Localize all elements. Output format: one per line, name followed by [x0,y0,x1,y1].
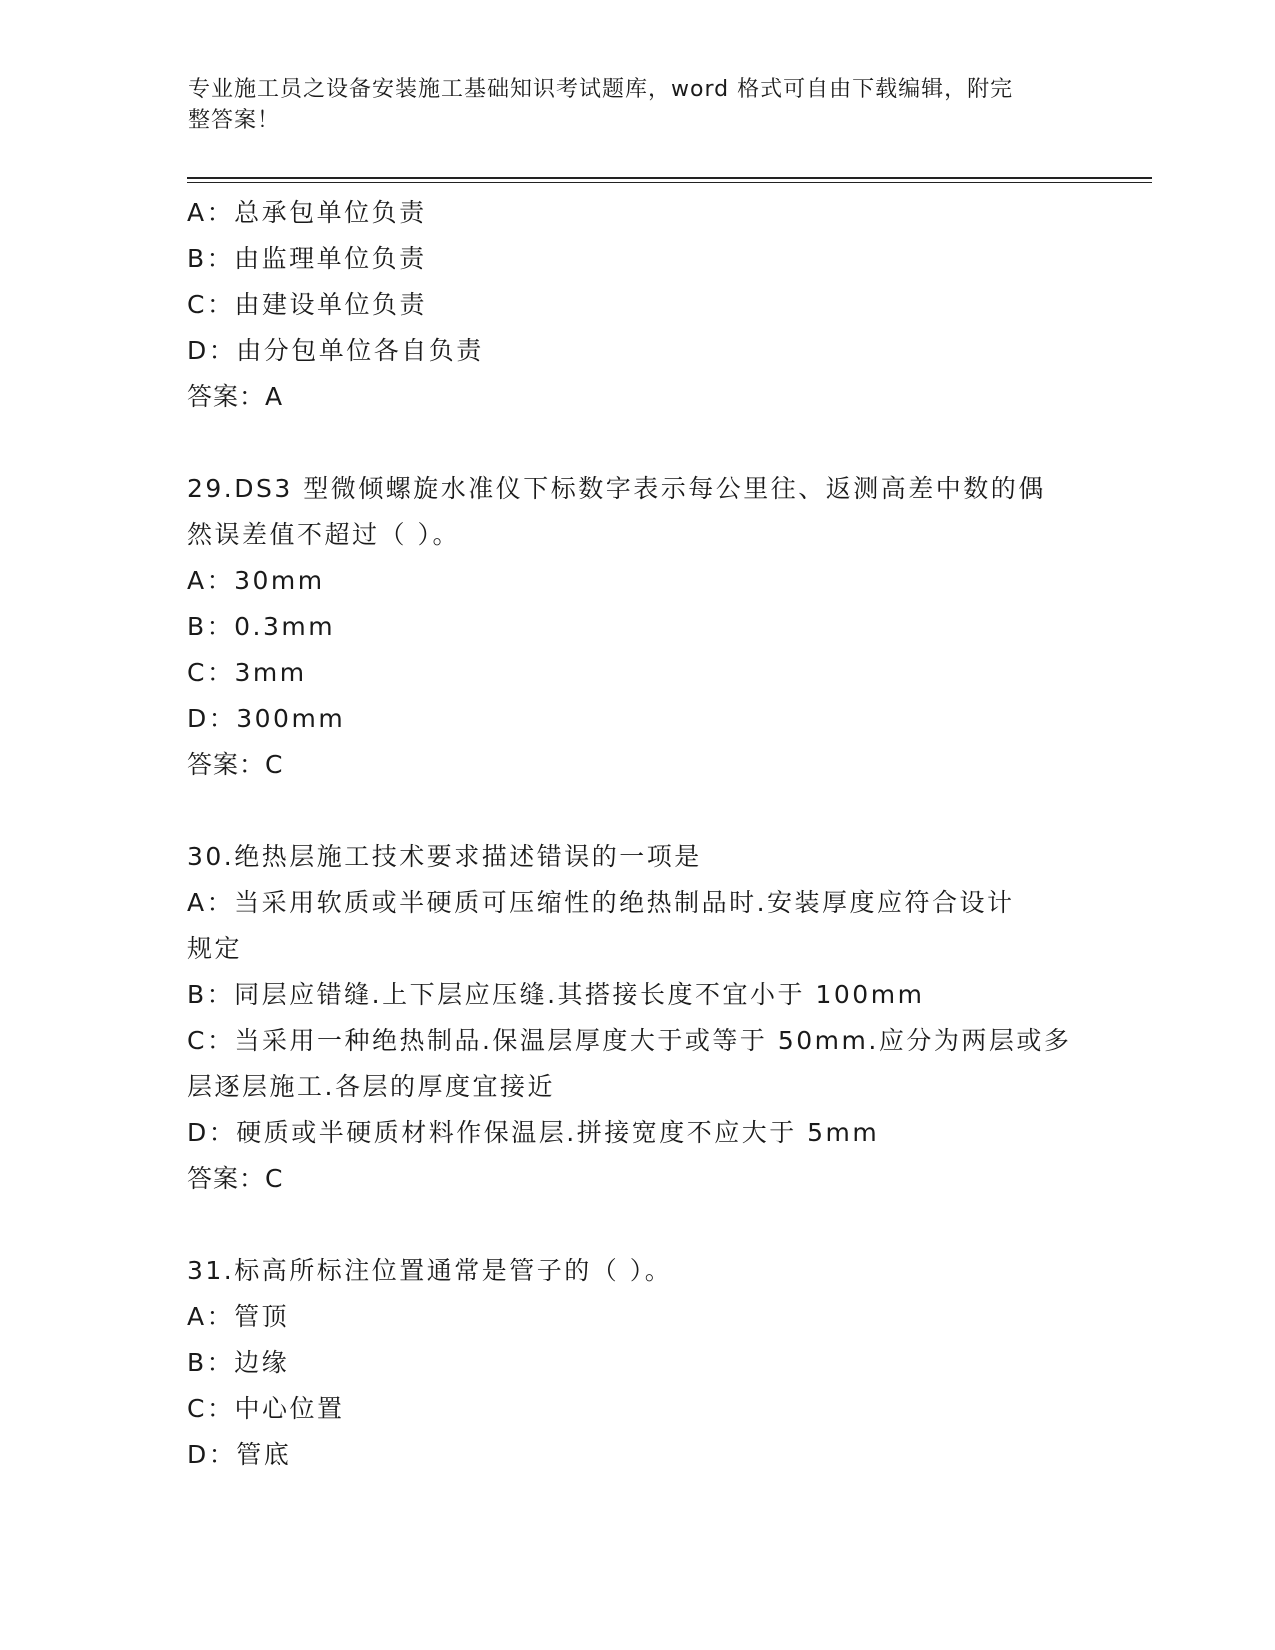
q28-option-a: A：总承包单位负责 [187,198,427,227]
spacer [187,420,1087,466]
q28-option-b: B：由监理单位负责 [187,244,427,273]
q28-option-c: C：由建设单位负责 [187,290,427,319]
q31-option-d: D：管底 [187,1440,292,1469]
q31-option-a: A：管顶 [187,1302,290,1331]
document-header [188,74,1068,136]
header-rule-thick [187,177,1152,179]
q30-option-a-line-2: 规定 [187,934,243,963]
header-line-2: 整答案！ [188,108,281,133]
q31-stem: 31.标高所标注位置通常是管子的（ ）。 [187,1256,673,1285]
q28-option-d: D：由分包单位各自负责 [187,336,484,365]
header-rule-thin [187,182,1152,183]
q29-stem-line-2: 然误差值不超过（ ）。 [187,520,460,549]
question-list [187,190,1087,1478]
header-line-1: 专业施工员之设备安装施工基础知识考试题库，word 格式可自由下载编辑，附完 [188,77,1014,102]
spacer [187,788,1087,834]
q29-answer: 答案：C [187,750,284,779]
q30-option-c-line-1: C：当采用一种绝热制品.保温层厚度大于或等于 50mm.应分为两层或多 [187,1026,1072,1055]
q31-option-c: C：中心位置 [187,1394,345,1423]
q30-option-b: B：同层应错缝.上下层应压缝.其搭接长度不宜小于 100mm [187,980,925,1009]
q28-answer: 答案：A [187,382,284,411]
q30-answer: 答案：C [187,1164,284,1193]
q29-option-b: B：0.3mm [187,612,336,641]
q30-stem: 30.绝热层施工技术要求描述错误的一项是 [187,842,702,871]
q29-option-a: A：30mm [187,566,325,595]
q29-stem-line-1: 29.DS3 型微倾螺旋水准仪下标数字表示每公里往、返测高差中数的偶 [187,474,1046,503]
q29-option-d: D：300mm [187,704,346,733]
q31-option-b: B：边缘 [187,1348,290,1377]
spacer [187,1202,1087,1248]
q29-option-c: C：3mm [187,658,307,687]
q30-option-d: D：硬质或半硬质材料作保温层.拼接宽度不应大于 5mm [187,1118,880,1147]
q30-option-c-line-2: 层逐层施工.各层的厚度宜接近 [187,1072,555,1101]
q30-option-a-line-1: A：当采用软质或半硬质可压缩性的绝热制品时.安装厚度应符合设计 [187,888,1015,917]
